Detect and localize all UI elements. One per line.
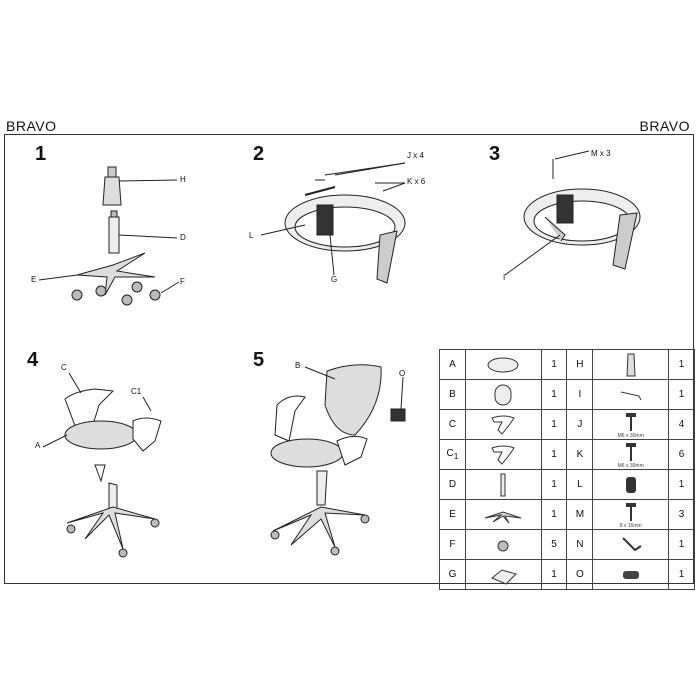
parts-table-row bbox=[440, 530, 695, 560]
part-qty-right: 1 bbox=[669, 350, 695, 380]
part-code-left: A bbox=[440, 350, 466, 380]
label-g: G bbox=[331, 275, 338, 284]
part-code-left: G bbox=[440, 560, 466, 590]
knob-icon bbox=[593, 470, 669, 500]
parts-table-row bbox=[440, 470, 695, 500]
part-qty-right: 1 bbox=[669, 530, 695, 560]
allen-key-icon bbox=[593, 530, 669, 560]
parts-table-row bbox=[440, 500, 695, 530]
instruction-frame bbox=[4, 134, 694, 584]
part-code-right: K bbox=[567, 440, 593, 470]
label-o: O bbox=[399, 369, 406, 378]
parts-table-row bbox=[440, 350, 695, 380]
part-code-left: C bbox=[440, 410, 466, 440]
back-knob-icon bbox=[593, 560, 669, 590]
part-qty-left: 1 bbox=[541, 440, 567, 470]
label-c: C bbox=[61, 363, 67, 372]
part-qty-right: 1 bbox=[669, 380, 695, 410]
label-c1: C1 bbox=[131, 387, 142, 396]
mechanism-icon bbox=[465, 560, 541, 590]
part-qty-right: 1 bbox=[669, 560, 695, 590]
label-i: I bbox=[503, 273, 506, 282]
armrest-icon bbox=[465, 410, 541, 440]
part-qty-left: 1 bbox=[541, 380, 567, 410]
part-code-subscript: 1 bbox=[453, 451, 459, 461]
parts-table-row bbox=[440, 410, 695, 440]
gas-lift-icon bbox=[465, 470, 541, 500]
step-number-4: 4 bbox=[27, 349, 39, 371]
label-j: J x 4 bbox=[407, 151, 424, 160]
part-code-right: O bbox=[567, 560, 593, 590]
part-qty-left: 1 bbox=[541, 350, 567, 380]
parts-table-row bbox=[440, 560, 695, 590]
step2-illustration bbox=[261, 163, 405, 283]
label-k: K x 6 bbox=[407, 177, 426, 186]
part-code-right: N bbox=[567, 530, 593, 560]
screw-icon bbox=[593, 410, 669, 440]
part-code-right: J bbox=[567, 410, 593, 440]
armrest-icon bbox=[465, 440, 541, 470]
part-code-right: I bbox=[567, 380, 593, 410]
step1-illustration bbox=[39, 167, 179, 305]
label-a: A bbox=[35, 441, 41, 450]
part-qty-right: 3 bbox=[669, 500, 695, 530]
screw-icon bbox=[593, 500, 669, 530]
part-code-left: F bbox=[440, 530, 466, 560]
part-size-note: M6 x 30mm bbox=[617, 432, 644, 439]
header-title-left: BRAVO bbox=[6, 118, 57, 134]
label-d: D bbox=[180, 233, 186, 242]
step-number-5: 5 bbox=[253, 349, 265, 371]
back-bracket-icon bbox=[593, 380, 669, 410]
label-b: B bbox=[295, 361, 301, 370]
parts-table-row bbox=[440, 380, 695, 410]
label-h: H bbox=[180, 175, 186, 184]
part-qty-left: 1 bbox=[541, 500, 567, 530]
part-code-left: B bbox=[440, 380, 466, 410]
part-qty-right: 6 bbox=[669, 440, 695, 470]
label-f: F bbox=[180, 277, 185, 286]
part-code-left: E bbox=[440, 500, 466, 530]
parts-table bbox=[439, 349, 695, 590]
part-qty-left: 1 bbox=[541, 410, 567, 440]
part-code-right: M bbox=[567, 500, 593, 530]
part-size-note: 8 x 16mm bbox=[619, 522, 642, 529]
step-number-3: 3 bbox=[489, 143, 501, 165]
part-code-right: H bbox=[567, 350, 593, 380]
step3-illustration bbox=[505, 151, 640, 275]
screw-icon bbox=[593, 440, 669, 470]
parts-table-row bbox=[440, 440, 695, 470]
part-qty-left: 1 bbox=[541, 560, 567, 590]
backrest-icon bbox=[465, 380, 541, 410]
part-qty-right: 1 bbox=[669, 470, 695, 500]
part-qty-left: 1 bbox=[541, 470, 567, 500]
step4-illustration bbox=[43, 373, 161, 557]
label-l: L bbox=[249, 231, 254, 240]
seat-icon bbox=[465, 350, 541, 380]
castor-icon bbox=[465, 530, 541, 560]
part-qty-left: 5 bbox=[541, 530, 567, 560]
label-m: M x 3 bbox=[591, 149, 611, 158]
step-number-1: 1 bbox=[35, 143, 47, 165]
header-title-right: BRAVO bbox=[639, 118, 690, 134]
label-e: E bbox=[31, 275, 37, 284]
step-number-2: 2 bbox=[253, 143, 265, 165]
gas-cover-icon bbox=[593, 350, 669, 380]
part-code-left: $C_1$ bbox=[440, 440, 466, 470]
part-size-note: M6 x 30mm bbox=[617, 462, 644, 469]
step5-illustration bbox=[271, 365, 405, 555]
base-icon bbox=[465, 500, 541, 530]
part-code-right: L bbox=[567, 470, 593, 500]
part-qty-right: 4 bbox=[669, 410, 695, 440]
part-code-left: D bbox=[440, 470, 466, 500]
